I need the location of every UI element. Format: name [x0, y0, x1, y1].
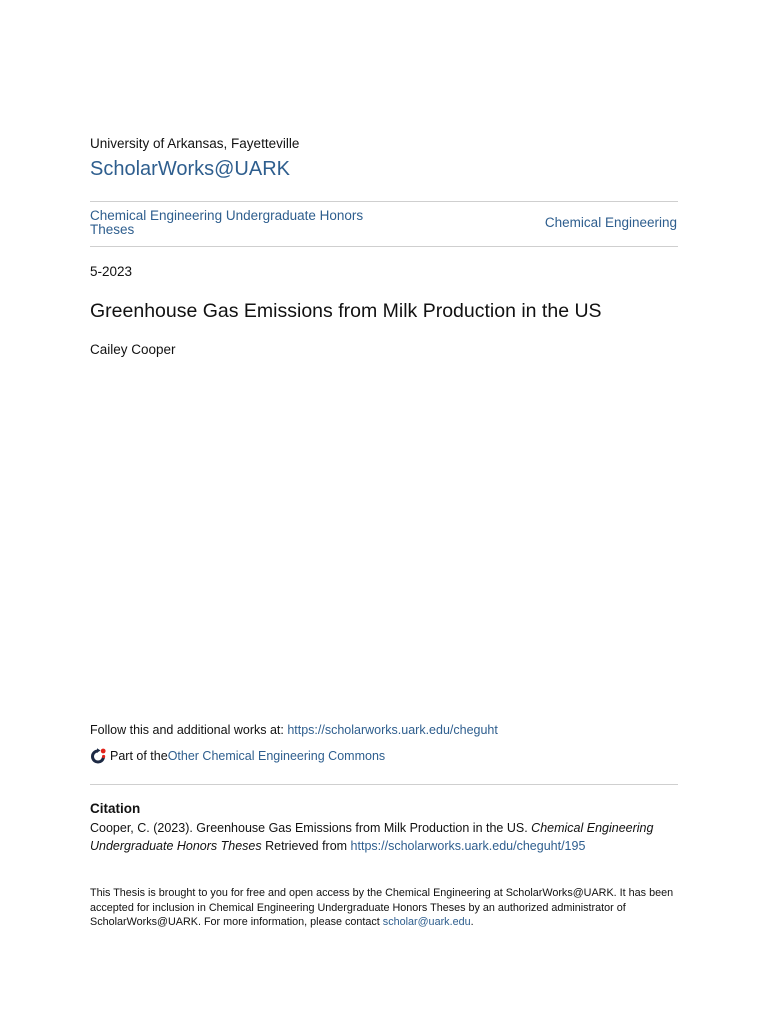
- part-of-prefix: Part of the: [110, 748, 168, 763]
- access-notice: [90, 886, 680, 930]
- publication-date: 5-2023: [90, 264, 133, 279]
- follow-prefix: Follow this and additional works at:: [90, 723, 288, 737]
- institution-name: University of Arkansas, Fayetteville: [90, 136, 300, 151]
- document-title: Greenhouse Gas Emissions from Milk Production in the US: [90, 300, 602, 322]
- citation-text: Cooper, C. (2023). Greenhouse Gas Emissions from Milk Production in the US.: [90, 821, 532, 835]
- commons-link[interactable]: Other Chemical Engineering Commons: [167, 748, 386, 763]
- access-notice-text: This Thesis is brought to you for free and open access by the Chemical Engineering at ScholarWorks@UARK. It has been accepted for inclusion in Chemical Engineering Undergraduate Honors Theses by an authorized administrator of ScholarWorks@UARK. For more information, please contact: [90, 887, 674, 929]
- citation-heading: Citation: [90, 801, 141, 816]
- series-link[interactable]: Chemical Engineering Undergraduate Honors Theses: [90, 208, 364, 237]
- divider-top: [90, 201, 678, 202]
- network-commons-icon: [90, 747, 107, 764]
- department-link[interactable]: Chemical Engineering: [544, 215, 677, 230]
- divider-bottom: [90, 246, 678, 247]
- divider-citation: [90, 784, 678, 785]
- access-notice-end: .: [470, 916, 474, 929]
- citation-retrieved: Retrieved from: [261, 838, 351, 853]
- part-of-line: [90, 747, 385, 764]
- citation-body: [90, 820, 690, 855]
- citation-series: Chemical Engineering Undergraduate Honors Theses: [90, 821, 654, 853]
- citation-url-link[interactable]: https://scholarworks.uark.edu/cheguht/195: [350, 838, 586, 853]
- contact-email-link[interactable]: scholar@uark.edu: [382, 916, 471, 929]
- repository-link[interactable]: ScholarWorks@UARK: [90, 158, 290, 180]
- author-name: Cailey Cooper: [90, 342, 176, 357]
- follow-url-link[interactable]: https://scholarworks.uark.edu/cheguht: [287, 723, 498, 737]
- follow-line: [90, 723, 498, 737]
